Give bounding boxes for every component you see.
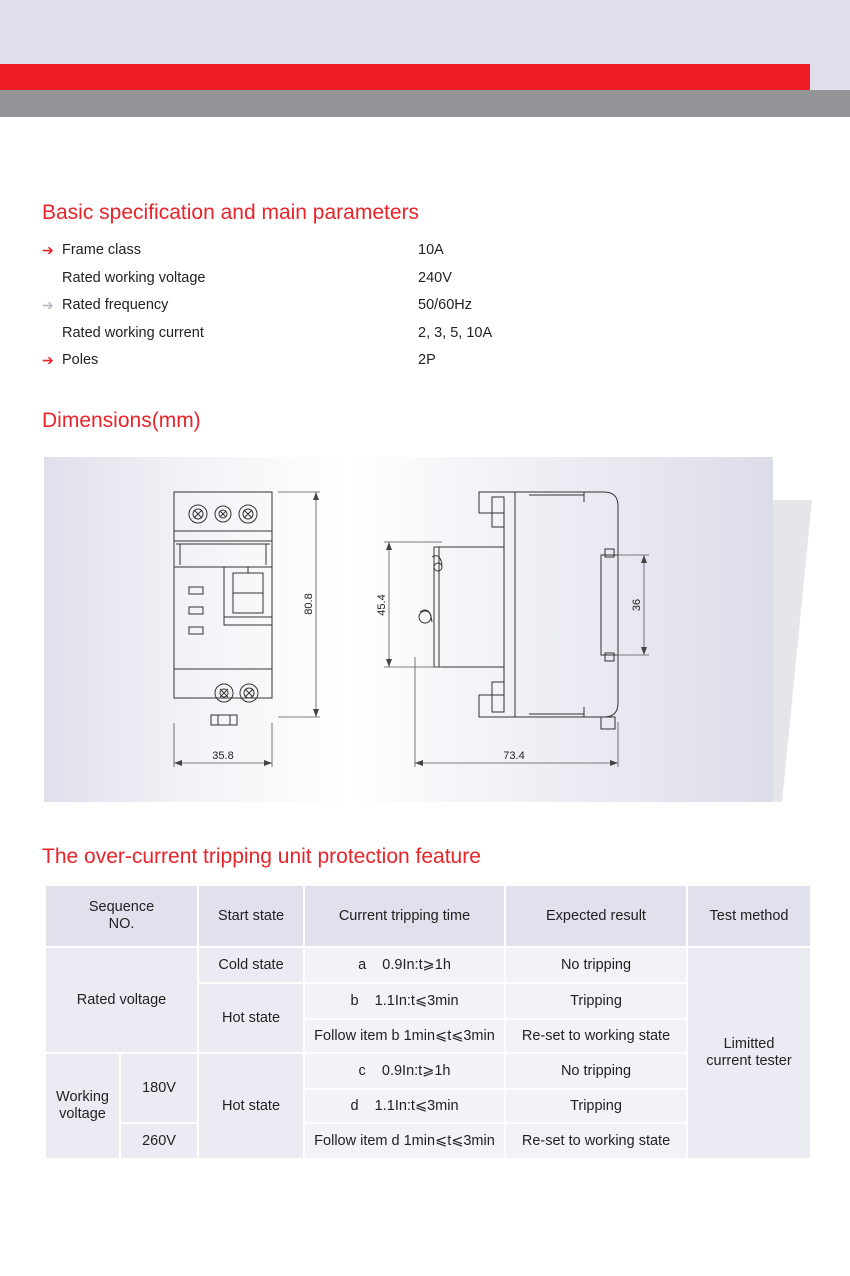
spec-row: [42, 266, 562, 294]
dimensions-drawing: [44, 457, 773, 802]
spec-row: [42, 238, 562, 266]
table-row: [45, 947, 811, 983]
tripping-title: The over-current tripping unit protection feature: [42, 845, 481, 868]
expected-result-cell: No tripping: [505, 1053, 687, 1089]
expected-result-cell: No tripping: [505, 947, 687, 983]
dim-width-front: 35.8: [212, 750, 234, 762]
dim-depth-side: 73.4: [503, 750, 525, 762]
arrow-right-icon: ➔: [42, 297, 54, 314]
arrow-right-icon: ➔: [42, 242, 54, 258]
header-start-state: Start state: [198, 885, 304, 947]
tripping-time-cell: [304, 1053, 505, 1089]
spec-list: [42, 238, 562, 376]
front-dimension-lines: [174, 492, 320, 767]
dimensions-drawing-panel: [44, 457, 773, 802]
item-condition: 0.9In:t⩾1h: [382, 956, 451, 973]
item-letter: d: [350, 1097, 359, 1114]
item-letter: c: [358, 1062, 366, 1079]
header-test-method: Test method: [687, 885, 811, 947]
item-letter: a: [358, 956, 367, 973]
hot-state-cell: Hot state: [198, 983, 304, 1053]
tripping-time-cell: [304, 1089, 505, 1123]
header-tripping-time: Current tripping time: [304, 885, 505, 947]
spec-value: 2P: [418, 352, 436, 369]
expected-result-cell: Re-set to working state: [505, 1019, 687, 1053]
header-grey-stripe: [0, 90, 850, 117]
header-expected-result: Expected result: [505, 885, 687, 947]
voltage-180-cell: 180V: [120, 1053, 198, 1123]
cold-state-cell: Cold state: [198, 947, 304, 983]
spec-row: [42, 348, 562, 376]
spec-label: Poles: [62, 352, 99, 369]
side-view-drawing: [419, 492, 618, 729]
expected-result-cell: Tripping: [505, 1089, 687, 1123]
header-sequence: Sequence NO.: [45, 885, 198, 947]
tripping-table: [44, 884, 812, 1160]
spec-label: Rated frequency: [62, 297, 169, 314]
spec-value: 2, 3, 5, 10A: [418, 324, 493, 341]
header-red-stripe: [0, 64, 810, 90]
tripping-time-cell: [304, 947, 505, 983]
item-letter: b: [350, 992, 359, 1009]
tripping-time-cell: Follow item d 1min⩽t⩽3min: [304, 1123, 505, 1159]
spec-value: 50/60Hz: [418, 297, 473, 314]
spec-value: 10A: [418, 242, 444, 258]
spec-value: 240V: [418, 269, 452, 286]
spec-row: [42, 321, 562, 349]
dimensions-title: Dimensions(mm): [42, 409, 201, 432]
expected-result-cell: Re-set to working state: [505, 1123, 687, 1159]
rated-voltage-cell: Rated voltage: [45, 947, 198, 1053]
item-condition: 0.9In:t⩾1h: [381, 1062, 451, 1079]
dim-rail-width: 36: [631, 598, 643, 612]
spec-label: Frame class: [62, 242, 141, 258]
dimension-arrowheads: [174, 492, 647, 766]
dim-height-front: 80.8: [303, 593, 315, 615]
working-voltage-cell: Working voltage: [45, 1053, 120, 1159]
spec-label: Rated working current: [62, 324, 204, 341]
panel-shadow: [770, 500, 812, 802]
test-method-cell: Limitted current tester: [687, 947, 811, 1159]
expected-result-cell: Tripping: [505, 983, 687, 1019]
dim-height-clip: 45.4: [376, 594, 388, 616]
item-condition: 1.1In:t⩽3min: [374, 1097, 459, 1114]
tripping-time-cell: [304, 983, 505, 1019]
tripping-time-cell: Follow item b 1min⩽t⩽3min: [304, 1019, 505, 1053]
arrow-right-icon: ➔: [42, 352, 54, 369]
hot-state-cell: Hot state: [198, 1053, 304, 1159]
voltage-260-cell: 260V: [120, 1123, 198, 1159]
front-view-drawing: [174, 492, 272, 725]
spec-title: Basic specification and main parameters: [42, 201, 420, 224]
spec-row: [42, 293, 562, 321]
table-header-row: [45, 885, 811, 947]
spec-label: Rated working voltage: [62, 269, 206, 286]
item-condition: 1.1In:t⩽3min: [374, 992, 459, 1009]
